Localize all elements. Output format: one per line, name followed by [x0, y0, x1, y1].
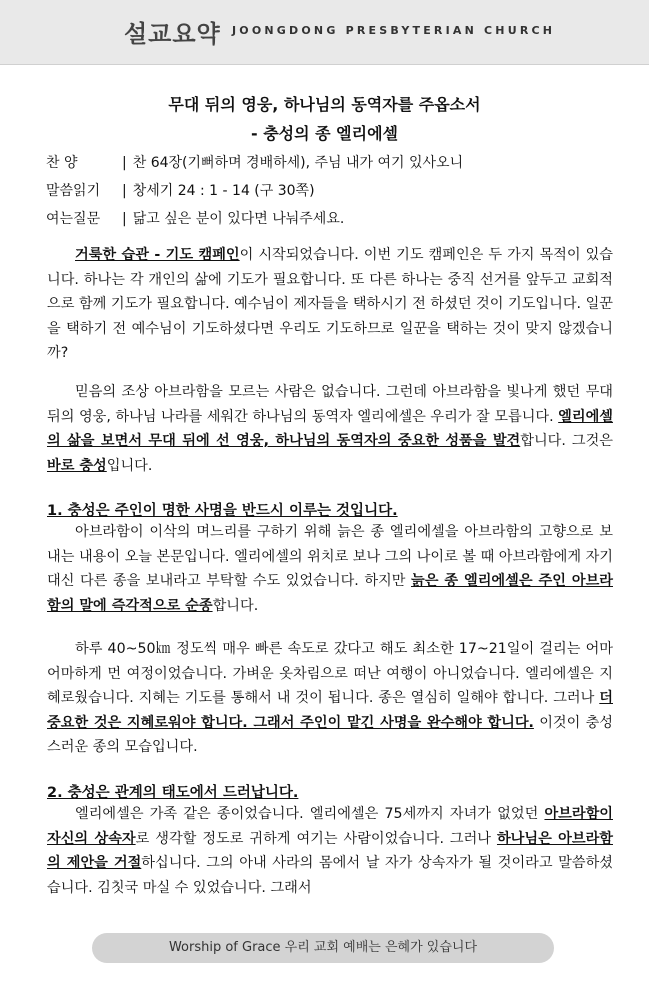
sermon-title: 무대 뒤의 영웅, 하나님의 동역자를 주옵소서	[168, 95, 481, 114]
section-2-heading: 2. 충성은 관계의 태도에서 드러납니다.	[47, 785, 299, 801]
body-text: 하루 40~50㎞ 정도씩 매우 빠른 속도로 갔다고 해도 최소한 17~21일이 걸리는 어마어마하게 먼 여정이었습니다. 가벼운 옷차림으로 떠난 여행이 아니었습니다. 엘리에셀은 지혜로웠습니다. 지혜는 기도를 통해서 내 것이 됩니다. 종은 열심히 일해야 합니다. 그러나	[47, 641, 613, 706]
page-header	[0, 0, 649, 65]
emphasis-text: 거룩한 습관 - 기도 캠페인	[75, 247, 240, 263]
meta-question	[46, 208, 344, 228]
header-church-name: JOONGDONG PRESBYTERIAN CHURCH	[232, 24, 556, 37]
intro-paragraph-1	[47, 243, 613, 366]
hymn-label: 찬 양	[46, 155, 78, 171]
body-text: 이것이 충성스러운 종의 모습입니다.	[47, 714, 613, 755]
body-text: 합니다. 그것은	[520, 433, 613, 449]
emphasis-text: 더 중요한 것은 지혜로워야 합니다. 그래서 주인이 맡긴 사명을 완수해야 합니다.	[47, 690, 613, 731]
body-text: 합니다.	[212, 597, 259, 614]
section-2-paragraph-1	[47, 802, 613, 900]
question-value: 닮고 싶은 분이 있다면 나눠주세요.	[132, 211, 345, 227]
body-text: 믿음의 조상 아브라함을 모르는 사람은 없습니다. 그런데 아브라함을 빛나게 했던 무대 뒤의 영웅, 하나님 나라를 세워간 하나님의 동역자 엘리에셀은 우리가 잘 모릅니다.	[47, 384, 613, 425]
hymn-value: 찬 64장(기뻐하며 경배하세), 주님 내가 여기 있사오니	[132, 155, 464, 171]
body-text: 엘리에셀은 가족 같은 종이었습니다. 엘리에셀은 75세까지 자녀가 없었던	[75, 806, 545, 822]
separator: |	[122, 183, 127, 199]
emphasis-text: 하나님은 아브라함의 제안을 거절	[47, 830, 613, 871]
emphasis-text: 엘리에셀의 삶을 보면서 무대 뒤에 선 영웅, 하나님의 동역자의 중요한 성품을 발견	[47, 408, 613, 449]
section-1-paragraph-2	[47, 637, 613, 760]
question-label: 여는질문	[46, 211, 101, 227]
meta-hymn	[46, 152, 463, 172]
body-text: 아브라함이 이삭의 며느리를 구하기 위해 늙은 종 엘리에셀을 아브라함의 고향으로 보내는 내용이 오늘 본문입니다. 엘리에셀의 위치로 보나 그의 나이로 볼 때 아브라함에게 자기 대신 다른 종을 보내라고 부탁할 수도 있었습니다. 하지만	[47, 524, 613, 589]
footer-text: Worship of Grace 우리 교회 예배는 은혜가 있습니다	[168, 940, 478, 955]
header-title-korean: 설교요약	[124, 20, 221, 48]
body-text: 로 생각할 정도로 귀하게 여기는 사람이었습니다. 그러나	[135, 830, 497, 847]
body-text: 이 시작되었습니다. 이번 기도 캠페인은 두 가지 목적이 있습니다. 하나는 각 개인의 삶에 기도가 필요합니다. 또 다른 하나는 중직 선거를 앞두고 교회적으로 함께 기도가 필요합니다. 예수님이 제자들을 택하시기 전 하셨던 것이 기도입니다. 일꾼을 택하기 전 예수님이 기도하셨다면 우리도 기도하므로 일꾼을 택하는 것이 맞지 않겠습니까?	[47, 247, 613, 361]
intro-paragraph-2	[47, 380, 613, 478]
reading-label: 말씀읽기	[46, 183, 101, 199]
footer-banner	[92, 933, 554, 963]
emphasis-text: 바로 충성	[47, 457, 107, 474]
body-text: 입니다.	[106, 457, 153, 474]
separator: |	[122, 155, 127, 171]
emphasis-text: 늙은 종 엘리에셀은 주인 아브라함의 말에 즉각적으로 순종	[47, 573, 613, 614]
separator: |	[122, 211, 127, 227]
sermon-subtitle: - 충성의 종 엘리에셀	[251, 124, 398, 143]
section-1-heading: 1. 충성은 주인이 명한 사명을 반드시 이루는 것입니다.	[47, 503, 398, 519]
body-text: 하십니다. 그의 아내 사라의 몸에서 날 자가 상속자가 될 것이라고 말씀하셨습니다. 김칫국 마실 수 있었습니다. 그래서	[47, 855, 613, 896]
section-1-paragraph-1	[47, 520, 613, 618]
meta-reading	[46, 180, 315, 200]
reading-value: 창세기 24 : 1 - 14 (구 30쪽)	[132, 183, 315, 199]
emphasis-text: 아브라함이 자신의 상속자	[47, 806, 613, 847]
